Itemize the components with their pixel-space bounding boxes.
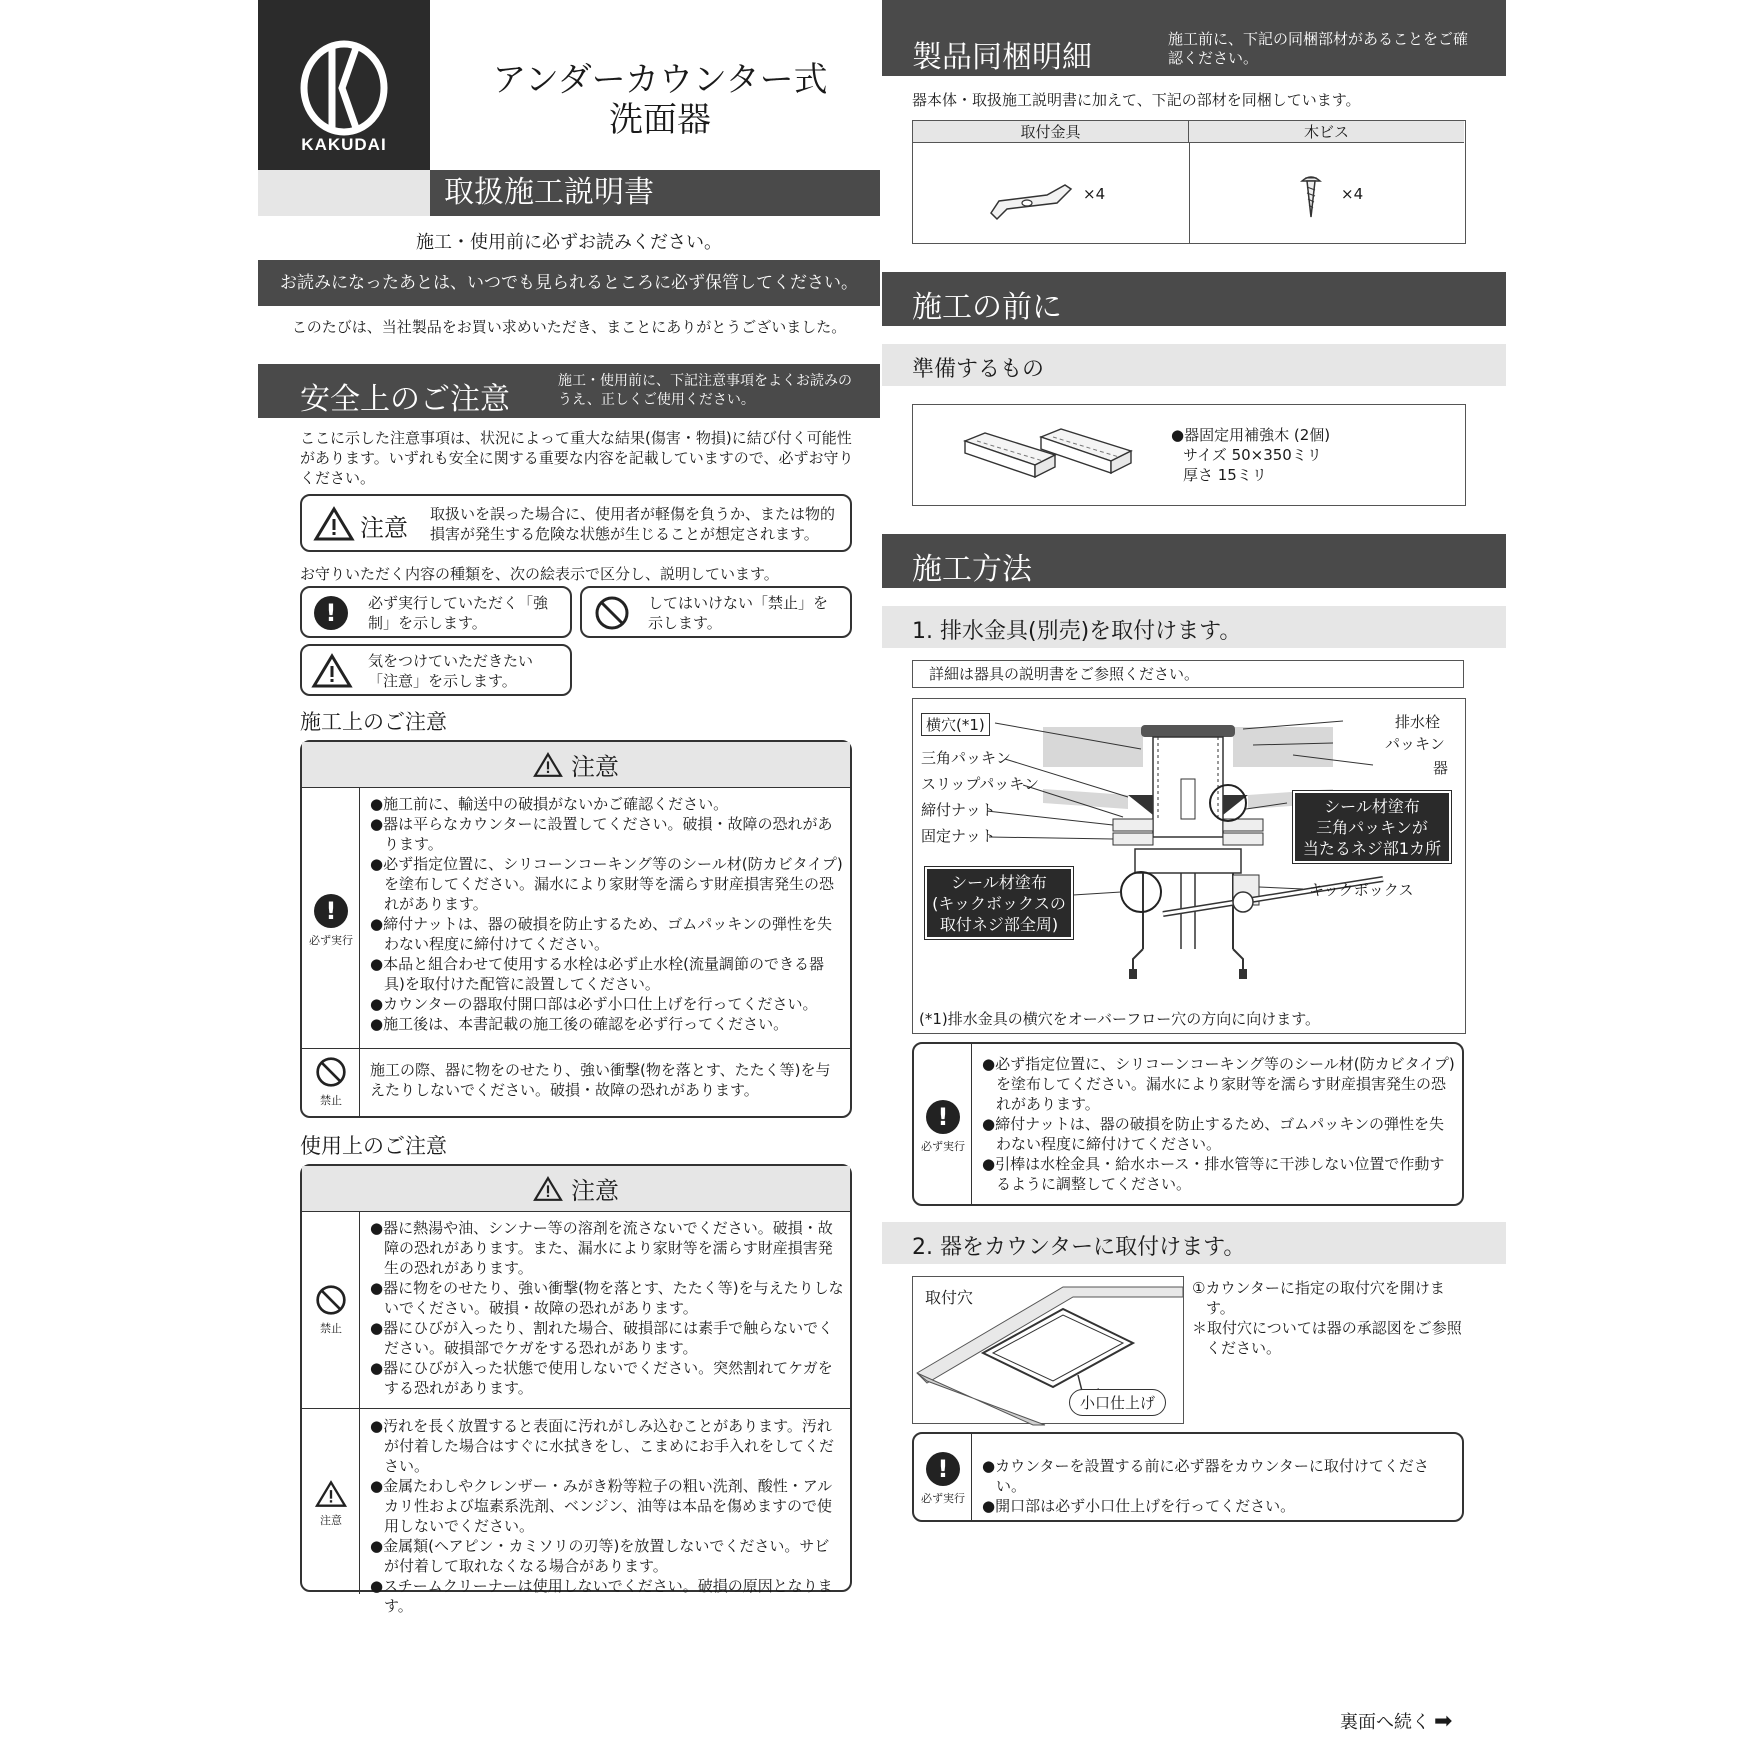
use-prohibit-list bbox=[370, 1218, 844, 1398]
step2-must-list bbox=[982, 1456, 1458, 1516]
install-caution-box bbox=[300, 740, 852, 1118]
drain-footnote: (*1)排水金具の横穴をオーバーフロー穴の方向に向けます。 bbox=[919, 1010, 1321, 1028]
label-kotei: 固定ナット bbox=[921, 827, 996, 845]
prep-thickness: 厚さ 15ミリ bbox=[1183, 466, 1267, 484]
prohibit-label: 禁止 bbox=[320, 1094, 342, 1107]
label-haisui: 排水栓 bbox=[1395, 713, 1441, 731]
install-prohibit-text: 施工の際、器に物をのせたり、強い衝撃(物を落とす、たたく等)を与えたりしないでください。破損・故障の恐れがあります。 bbox=[370, 1061, 831, 1099]
caution-definition-box bbox=[300, 494, 852, 552]
contents-desc: 器本体・取扱施工説明書に加えて、下記の部材を同梱しています。 bbox=[912, 91, 1361, 109]
step1-title: 1. 排水金具(別売)を取付けます。 bbox=[912, 619, 1242, 644]
list-item: ●器に熱湯や油、シンナー等の溶剤を流さないでください。破損・故障の恐れがあります。また、漏水により家財等を濡らす財産損害発生の恐れがあります。 bbox=[370, 1219, 833, 1277]
safety-note: 施工・使用前に、下記注意事項をよくお読みのうえ、正しくご使用ください。 bbox=[558, 373, 852, 408]
contents-title: 製品同梱明細 bbox=[912, 40, 1092, 75]
step2-text1: ①カウンターに指定の取付穴を開けます。 bbox=[1192, 1279, 1445, 1317]
legend-caution bbox=[300, 644, 572, 696]
step1-note: 詳細は器具の説明書をご参照ください。 bbox=[912, 660, 1464, 688]
koguchi-label: 小口仕上げ bbox=[1069, 1389, 1166, 1416]
must-icon: ! bbox=[314, 596, 348, 630]
list-item: ●器は平らなカウンターに設置してください。破損・故障の恐れがあります。 bbox=[370, 815, 833, 853]
must-icon: ! bbox=[926, 1100, 960, 1134]
bracket-qty: ×4 bbox=[1083, 185, 1106, 203]
wood-screw-icon bbox=[1299, 173, 1323, 219]
label-packing: パッキン bbox=[1385, 735, 1445, 753]
contents-note: 施工前に、下記の同梱部材があることをご確認ください。 bbox=[1168, 30, 1469, 67]
list-item: ●締付ナットは、器の破損を防止するため、ゴムパッキンの弾性を失わない程度に締付けてください。 bbox=[982, 1115, 1445, 1153]
install-caution-title: 施工上のご注意 bbox=[300, 710, 447, 734]
prep-size: サイズ 50×350ミリ bbox=[1183, 446, 1322, 464]
use-caution-header bbox=[302, 1166, 850, 1212]
legend-caution-text: 気をつけていただきたい「注意」を示します。 bbox=[368, 652, 534, 690]
product-title-line2: 洗面器 bbox=[609, 100, 711, 140]
install-prohibit-icon-cell bbox=[302, 1048, 360, 1118]
counter-hole-label: 取付穴 bbox=[925, 1288, 974, 1307]
caution-triangle-icon bbox=[315, 1480, 347, 1508]
install-must-list bbox=[370, 794, 844, 1034]
method-title: 施工方法 bbox=[912, 552, 1032, 587]
legend-must-text: 必ず実行していただく「強制」を示します。 bbox=[368, 594, 549, 632]
step2-text2: ＊取付穴については器の承認図をご参照ください。 bbox=[1192, 1319, 1462, 1357]
continue-text: 裏面へ続く bbox=[1340, 1712, 1430, 1733]
manual-title-band bbox=[258, 170, 880, 216]
safety-intro: ここに示した注意事項は、状況によって重大な結果(傷害・物損)に結び付く可能性があります。いずれも安全に関する重要な内容を記載していますので、必ずお守りください。 bbox=[300, 429, 854, 487]
install-divider bbox=[302, 1048, 850, 1049]
step2-title: 2. 器をカウンターに取付けます。 bbox=[912, 1235, 1246, 1260]
drain-diagram bbox=[912, 698, 1466, 1034]
reinforcement-wood-icon bbox=[963, 425, 1143, 495]
callout-seal-1: シール材塗布 三角パッキンが 当たるネジ部1カ所 bbox=[1293, 791, 1451, 863]
prohibit-icon bbox=[594, 595, 630, 631]
list-item: ●開口部は必ず小口仕上げを行ってください。 bbox=[982, 1497, 1296, 1515]
legend-prohibit-text: してはいけない「禁止」を示します。 bbox=[648, 594, 829, 632]
use-caution-box bbox=[300, 1164, 852, 1615]
before-title: 施工の前に bbox=[912, 290, 1062, 325]
install-must-icon-cell bbox=[302, 788, 360, 1048]
use-caution-header-label: 注意 bbox=[571, 1177, 619, 1205]
prep-title: 準備するもの bbox=[912, 357, 1045, 382]
warning-triangle-icon bbox=[314, 506, 354, 542]
list-item: ●器にひびが入った状態で使用しないでください。突然割れてケガをする恐れがあります。 bbox=[370, 1359, 833, 1397]
step1-must-icon-cell bbox=[914, 1044, 972, 1204]
contents-table-head-1: 取付金具 bbox=[913, 121, 1189, 143]
prohibit-icon bbox=[315, 1056, 347, 1088]
use-caution-title: 使用上のご注意 bbox=[300, 1134, 447, 1158]
thanks-text: このたびは、当社製品をお買い求めいただき、まことにありがとうございました。 bbox=[291, 318, 847, 336]
list-item: ●カウンターの器取付開口部は必ず小口仕上げを行ってください。 bbox=[370, 995, 818, 1013]
safety-header bbox=[258, 364, 880, 418]
legend-prohibit bbox=[580, 586, 852, 638]
brand-name: KAKUDAI bbox=[301, 135, 387, 154]
callout-seal-2: シール材塗布 (キックボックスの 取付ネジ部全周) bbox=[925, 867, 1073, 939]
legend-must bbox=[300, 586, 572, 638]
continue-note bbox=[1340, 1708, 1452, 1734]
prep-header bbox=[882, 344, 1506, 386]
must-label: 必ず実行 bbox=[921, 1140, 965, 1153]
contents-table-divider bbox=[1189, 143, 1190, 243]
list-item: ●スチームクリーナーは使用しないでください。破損の原因となります。 bbox=[370, 1577, 833, 1615]
must-icon: ! bbox=[926, 1452, 960, 1486]
keep-notice: お読みになったあとは、いつでも見られるところに必ず保管してください。 bbox=[258, 260, 880, 306]
label-utsuwa: 器 bbox=[1433, 759, 1449, 777]
product-title-line1: アンダーカウンター式 bbox=[492, 60, 828, 100]
prohibit-icon bbox=[315, 1284, 347, 1316]
contents-table-head-2: 木ビス bbox=[1189, 121, 1464, 143]
label-kick: キックボックス bbox=[1309, 881, 1414, 899]
list-item: ●金属類(ヘアピン・カミソリの刃等)を放置しないでください。サビが付着して取れなくなる場合があります。 bbox=[370, 1537, 830, 1575]
prep-box bbox=[912, 404, 1466, 506]
mounting-bracket-icon bbox=[987, 181, 1077, 221]
before-header bbox=[882, 272, 1506, 326]
product-title bbox=[440, 60, 880, 140]
label-yokoana: 横穴(*1) bbox=[921, 713, 990, 736]
brand-logo bbox=[258, 0, 430, 170]
list-item: ●締付ナットは、器の破損を防止するため、ゴムパッキンの弾性を失わない程度に締付けてください。 bbox=[370, 915, 833, 953]
warning-triangle-icon bbox=[533, 1176, 563, 1202]
screw-qty: ×4 bbox=[1341, 185, 1364, 203]
list-item: ●施工後は、本書記載の施工後の確認を必ず行ってください。 bbox=[370, 1015, 789, 1033]
use-caution-list bbox=[370, 1416, 844, 1616]
kakudai-logo-icon bbox=[258, 8, 430, 138]
caution-desc: 取扱いを誤った場合に、使用者が軽傷を負うか、または物的損害が発生する危険な状態が生じることが想定されます。 bbox=[430, 505, 836, 543]
contents-table bbox=[912, 120, 1466, 244]
list-item: ●器にひびが入ったり、割れた場合、破損部には素手で触らないでください。破損部でケガをする恐れがあります。 bbox=[370, 1319, 834, 1357]
counter-diagram bbox=[912, 1276, 1184, 1424]
read-before-notice: 施工・使用前に必ずお読みください。 bbox=[416, 232, 722, 253]
step2-must-box bbox=[912, 1432, 1464, 1522]
legend-intro: お守りいただく内容の種類を、次の絵表示で区分し、説明しています。 bbox=[300, 565, 779, 583]
step1-header bbox=[882, 606, 1506, 648]
install-caution-header bbox=[302, 742, 850, 788]
manual-title: 取扱施工説明書 bbox=[430, 170, 880, 216]
arrow-right-icon: ➡ bbox=[1434, 1708, 1453, 1734]
list-item: ●金属たわしやクレンザー・みがき粉等粒子の粗い洗剤、酸性・アルカリ性および塩素系洗剤、ベンジン、油等は本品を傷めますので使用しないでください。 bbox=[370, 1477, 833, 1535]
list-item: ●引棒は水栓金具・給水ホース・排水管等に干渉しない位置で作動するように調整してください。 bbox=[982, 1155, 1445, 1193]
caution-label: 注意 bbox=[320, 1514, 342, 1527]
contents-header bbox=[882, 0, 1506, 76]
label-slip: スリップパッキン bbox=[921, 775, 1040, 793]
must-label: 必ず実行 bbox=[309, 934, 353, 947]
prep-item: ●器固定用補強木 (2個) bbox=[1171, 426, 1331, 444]
list-item: ●器に物をのせたり、強い衝撃(物を落とす、たたく等)を与えたりしないでください。破損・故障の恐れがあります。 bbox=[370, 1279, 844, 1317]
list-item: ●施工前に、輸送中の破損がないかご確認ください。 bbox=[370, 795, 729, 813]
list-item: ●本品と組合わせて使用する水栓は必ず止水栓(流量調節のできる器具)を取付けた配管に設置してください。 bbox=[370, 955, 824, 993]
method-header bbox=[882, 534, 1506, 588]
prohibit-label: 禁止 bbox=[320, 1322, 342, 1335]
warning-triangle-icon bbox=[533, 752, 563, 778]
step2-header bbox=[882, 1222, 1506, 1264]
must-icon: ! bbox=[314, 894, 348, 928]
label-sankaku: 三角パッキン bbox=[921, 749, 1011, 767]
list-item: ●汚れを長く放置すると表面に汚れがしみ込むことがあります。汚れが付着した場合はすぐに水拭きをし、こまめにお手入れをしてください。 bbox=[370, 1417, 835, 1475]
use-divider bbox=[302, 1408, 850, 1409]
list-item: ●カウンターを設置する前に必ず器をカウンターに取付けてください。 bbox=[982, 1457, 1429, 1495]
must-label: 必ず実行 bbox=[921, 1492, 965, 1505]
list-item: ●必ず指定位置に、シリコーンコーキング等のシール材(防カビタイプ)を塗布してください。漏水により家財等を濡らす財産損害発生の恐れがあります。 bbox=[370, 855, 843, 913]
list-item: ●必ず指定位置に、シリコーンコーキング等のシール材(防カビタイプ)を塗布してください。漏水により家財等を濡らす財産損害発生の恐れがあります。 bbox=[982, 1055, 1455, 1113]
label-shime: 締付ナット bbox=[921, 801, 996, 819]
step2-must-icon-cell bbox=[914, 1434, 972, 1520]
step1-must-box bbox=[912, 1042, 1464, 1206]
step1-must-list bbox=[982, 1054, 1458, 1194]
use-caution-icon-cell bbox=[302, 1408, 360, 1594]
caution-triangle-icon bbox=[312, 653, 352, 689]
caution-word: 注意 bbox=[360, 514, 408, 542]
use-prohibit-icon-cell bbox=[302, 1212, 360, 1408]
safety-title: 安全上のご注意 bbox=[300, 382, 510, 417]
install-caution-header-label: 注意 bbox=[571, 753, 619, 781]
